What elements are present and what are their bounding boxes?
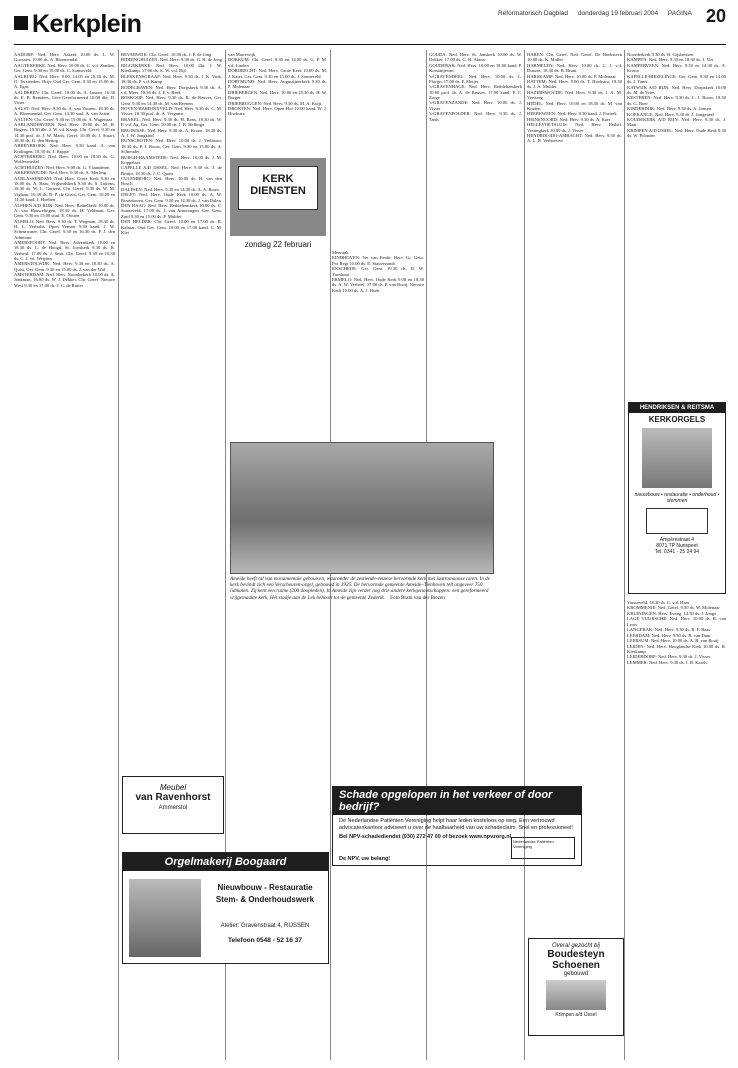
listing-entry: DEN HAAG: Ned. Herv. Bethlehemkerk 10.00 ds. C. Sonneveld, 17.00 ds. J. van Amerongen, Ger. Gem. Zuid 9.30 en 15.00 ds. P. Mulder <box>121 203 222 219</box>
listing-entry: van Marrewijk <box>228 52 256 57</box>
ad-line-3: Ammerstol <box>158 805 188 811</box>
listing-entry: KRIMPEN A/D IJSSEL: Ned. Herv. Oude Kerk 9.30 ds. W. Polinder <box>627 127 726 139</box>
listing-entry: DORDRECHT: Ned. Herv. Grote Kerk 10.00 ds. M. J. Kater, Ger. Gem. 9.30 en 15.00 ds. J. Sonneveld <box>228 68 327 79</box>
organ-image <box>642 428 712 488</box>
ad-line-3: Schoenen <box>552 960 600 971</box>
hendriksen-reitsma-ad[interactable] <box>628 402 726 594</box>
npv-logo: Nederlandse Patiënten Vereniging <box>511 837 575 859</box>
listing-column-5 <box>429 52 522 437</box>
listing-entry: KAMPERVEEN: Ned. Herv. 9.30 en 14.30 ds. A. Kroon <box>627 62 726 74</box>
listing-entry: HATTEM: Ned. Herv. 9.00 ds. T. Hoekstra, 18.30 ds. J. A. Mulder <box>527 79 622 90</box>
listing-entry: LEERDAM: Ned. Herv. 9.30 ds. B. van Dam <box>627 632 711 638</box>
listing-entry: HARMELEN: Ned. Herv. 10.00 ds. C. J. v.d. Dussen, 18.30 ds. B. Brunt <box>527 62 622 74</box>
ad-company-name: HENDRIKSEN & REITSMA <box>629 403 725 413</box>
issue-date: donderdag 19 februari 2004 <box>577 10 659 17</box>
listing-entry: AAGTEKERKE: Ned. Herv. 10.00 ds. C. v.d. Zanden, Ger. Gem. 9.30 en 19.00 ds. C. Sonneveld <box>14 62 115 74</box>
ameide-church-photo <box>230 442 494 574</box>
listing-entry: KRUININGEN: Herv. Evang. 14.30 ds. J. Jonge <box>627 610 717 616</box>
photo-image <box>231 443 493 573</box>
listing-entry: ABBENBROEK: Ned. Herv. 9.30 kand. A. van Kralingen, 18.30 ds. J. Koppe <box>14 143 115 154</box>
column-divider <box>524 50 525 1060</box>
listing-entry: AMERSFOORT: Ned. Herv. Adventkerk 10.00 en 18.30 ds. L. de Hoogd, St. Joriskerk 9.30 ds. B. Verheul, 17.00 ds. J. Smit, Chr. Geref. 9.30 en 16.30 ds. C. J. vd. Weijden <box>14 240 115 261</box>
listing-entry: Noorderkerk 9.30 ds. B. Gijsbertsen <box>627 52 694 57</box>
ad-line-4: gebouwd <box>563 971 589 977</box>
boogaard-ad[interactable] <box>122 852 329 964</box>
listing-entry: AMSTERDAM: Ned. Herv. Noorderkerk 10.00 ds. A. Jonkman, 16.00 ds. W. J. Dekker, Chr. Geref. Nieuwe West 9.30 en 17.00 ds. J. C. de Ruiter <box>14 272 115 288</box>
ravenhorst-ad[interactable] <box>122 776 224 834</box>
listing-entry: ENSCHEDE: Ger. Gem. 19.30 ds. D. W. Turnhout <box>332 266 424 277</box>
listing-entry: HEINENOORD: Ned. Herv. 9.30 ds. A. Kars <box>527 116 611 122</box>
listing-column-3 <box>228 52 327 156</box>
listing-entry: HELLEVOETSLUIS: Ned. Herv. Bethel. Vestingkerk 10.00 ds. J. Visser <box>527 122 622 133</box>
banner-text: De Nederlandse Patiënten Vereniging helpt haar leden kosteloos op weg. Een vertrouwd advocatenkantoor adviseert u over de haalbaarheid van uw schadeclaim. Snel en professioneel! <box>339 818 573 831</box>
listing-entry: DRIEBERGEN: Ned. Herv. 10.00 en 18.30 ds. H. W. Burger <box>228 89 327 101</box>
section-title: Kerkplein <box>14 10 141 39</box>
listing-entry: Varsseveld, 18.30 ds. C. v.d. Haas <box>627 600 690 605</box>
listing-entry: DELFT: Ned. Herv. Oude Kerk 10.00 ds. A. W. Rosenboom, Ger. Gem. 9.30 en 14.30 ds. J. van Dalen <box>121 192 222 203</box>
listing-entry: BLESKENSGRAAF: Ned. Herv. 9.30 ds. J. K. Vink, 18.30 ds. P. v.d. Kamp <box>121 73 222 85</box>
listing-entry: CULEMBORG: Ned. Herv. 10.00 ds. H. van den Bosch <box>121 176 222 187</box>
page-label: PAGINA <box>667 10 692 17</box>
listing-entry: BODEGRAVEN: Ned. Herv. Dorpskerk 9.30 ds. A. v.d. Meer, 18.30 ds. J. F. v. Beek <box>121 84 222 95</box>
listing-entry: LEIDERDORP: Ned. Herv. 9.30 ds. J. Visser <box>627 654 711 660</box>
listing-entry: KAMPEN: Ned. Herv. 9.30 en 18.30 ds. J. Vos <box>627 57 714 63</box>
listing-entry: AADORP: Ned. Herv. Aakerk 10.00 ds. L. W. Goossen, 19.00 ds. A. Bloemendal <box>14 52 115 63</box>
listing-column-6 <box>527 52 622 1042</box>
listing-entry: HAZERSWOUDE: Ned. Herv. 9.30 ds. J. A. M. Versteeg <box>527 89 622 101</box>
listing-entry: DORTMUND: Ned. Herv. Augustijnerkerk 9.30 ds. P. Molenaar <box>228 79 327 90</box>
ad-phone: Telefoon 0548 - 52 16 37 <box>228 937 302 944</box>
ad-line-2: Nieuwbouw - Restauratie <box>217 883 313 892</box>
listing-entry: CAPELLE A/D IJSSEL: Ned. Herv. 9.30 ds. T. de Bruijn, 18.30 ds. J. C. Quast <box>121 165 222 176</box>
listing-entry: ACHTHUIZEN: Ned. Herv. 9.00 ds. G. Vlaanderen <box>14 164 110 170</box>
listing-entry: LEERSUM: Ned. Herv. 10.00 ds. A. B. van Rooij <box>627 638 719 644</box>
boudesteyn-ad[interactable] <box>528 938 624 1036</box>
banner-contact: Bel NPV-schadediendst (030) 272 47 00 of bezoek www.npvzorg.nl <box>339 834 512 840</box>
kerkdiensten-photo <box>230 158 326 258</box>
listing-entry: BURGH-HAAMSTEDE: Ned. Herv. 10.00 ds. J. M. Koppelaar <box>121 154 222 165</box>
listing-entry: GOUDA: Ned. Herv. St. Janskerk 10.00 ds. W. Dekker, 17.00 ds. G. H. Abma <box>429 52 522 63</box>
listing-column-7 <box>627 52 726 396</box>
listing-entry: KINDERDIJK: Ned. Herv. 9.30 ds. A. Jansen <box>627 106 712 112</box>
listing-entry: KOUDEKERK A/D RIJN: Ned. Herv. 9.30 ds. J. Maat <box>627 117 726 128</box>
ad-address: Ampèrestraat 4 <box>659 537 695 543</box>
column-divider <box>624 50 625 1060</box>
listing-entry: LEIDEN: Ned. Herv. Hooglandse Kerk 10.00 ds. R. Kieskamp <box>627 643 726 654</box>
ad-subtitle: KERKORGELS <box>648 415 706 424</box>
listing-entry: ALPHEN A/D RIJN: Ned. Herv. Bethelkerk 10.00 ds. A. van Houwelingen, 18.30 ds. H. Veldman, Ger. Gem. 9.30 en 15.00 stud. E. Oosten <box>14 202 115 219</box>
listing-entry: AALST: Ned. Herv. 9.30 ds. A. van Vuuren, 18.30 ds. A. Bloemendal, Ger. Gem. 14.30 stud. A. van Asten <box>14 105 115 117</box>
listing-entry: BUNSCHOTEN: Ned. Herv. 10.00 ds. J. Verboom, 18.30 ds. P. J. Bouw, Ger. Gem. 9.30 en 15.00 ds. A. Schreuder <box>121 138 222 155</box>
service-date-heading: zondag 22 februari <box>244 240 312 249</box>
listing-entry: BRAKEL: Ned. Herv. 9.30 ds. H. Rans, 18.30 ds. W. P. v.d. Ag, Ger. Gem. 10.00 ds. J. B. Hellinga <box>121 116 222 128</box>
listing-entry: AALTEN: Chr. Geref. 9.30 en 15.00 ds. A. Wagenaar <box>14 116 113 122</box>
listing-entry: 's-GRAVENDEEL: Ned. Herv. 10.00 ds. L. Florijn, 17.00 ds. F. Meijer <box>429 73 522 84</box>
listing-entry: KOEKANGE: Ned. Herv. 9.30 ds. J. Jongeneel <box>627 111 715 117</box>
ad-line-2: van Ravenhorst <box>135 792 211 803</box>
kerkdiensten-label: KERK DIENSTEN <box>238 166 318 210</box>
listing-entry: KESTEREN: Ned. Herv. 9.30 ds. L. J. Bouw, 18.30 ds. G. Boer <box>627 95 726 106</box>
listing-entry: 's-GRAVENHAGE: Ned. Herv. Bethlehemkerk 10.00 prof. dr. A. de Reuver, 17.00 kand. P. C. Zorge <box>429 84 522 100</box>
photo-credit: Foto Bram van der Biezen <box>390 594 445 601</box>
listing-entry: BRUINISSE: Ned. Herv. 9.30 ds. A. Kroon, 18.30 ds. A. J. W. Jongkind <box>121 127 222 138</box>
listing-entry: AARLANDERVEEN: Ned. Herv. 10.00 ds. M. H. Bogers, 18.30 dhr. J. W. vd. Kamp, Chr. Geref. 9.30 en 14.30 prof. dr. J. W. Maris, Geref. 10.00 ds. J. Stuart, 18.30 ds. G. den Hertog <box>14 121 115 143</box>
ad-phone: Tel. 0341 - 25 24 94 <box>654 549 700 555</box>
shoe-image <box>546 980 606 1010</box>
newspaper-name: Reformatorisch Dagblad <box>497 10 569 17</box>
ad-services: nieuwbouw • restauratie • onderhoud • stemmen <box>634 492 720 504</box>
listing-entry: AALDEREN: Chr. Geref. 10.00 ds. A. Jansen, 16.30 ds. E. B. Reinders, Gere Gereformeerd 10.00 dhr. D. Vines <box>14 89 115 106</box>
listing-entry: AMERSTOLWIJK: Ned. Herv. 9.30 en 18.30 ds. A. Quist, Ger. Gem. 9.30 en 15.00 ds. J. van der Wal <box>14 261 115 272</box>
listing-entry: KAPELLE-BIEZELINGE: Ger. Gem. 9.30 en 14.00 ds. J. Tanis <box>627 73 726 85</box>
ad-postcode: 8071 TP Nunspeet <box>656 543 698 549</box>
header-meta <box>490 10 692 17</box>
listing-entry: ALBLASSERDAM: Ned. Herv. Grote Kerk 9.30 en 18.00 ds. A. Baas, Vrijheidskerk 9.30 ds. S. Lukens, 18.30 ds. W. L. Gortzen, Chr. Geref. 9.30 ds. W. M. Viglaan, 16.30 ds. B. P. de Groot, Ger. Gem. 10.00 en 14.30 kand. J. Hoeben <box>14 175 115 203</box>
listing-column-4 <box>332 250 424 440</box>
listing-entry: ALMELO: Ned. Herv. 9.30 ds. T. Wegman, 18.30 ds. H. L. Verhulst, Open Venster 9.30 kand. J. W. Scheurwater, Chr. Geref. 9.30 en 16.30 ds. P. J. den Admirant <box>14 218 115 240</box>
listing-entry: LAGE VUURSCHE: Ned. Herv. 10.00 ds. R. van Loon <box>627 616 726 627</box>
listing-entry: DOKKUM: Chr. Geref. 9.30 en 14.00 ds. G. P. M. v.d. Linden <box>228 57 327 68</box>
caption-text: Ameide heeft tal van monumentale gebouwen, waaronder de zestiende-eeuwse hervormde kerk met laatromaanse toren. In de kerk bevindt zich een Verscheuren-orgel, gebouwd in 1935. De hervormde gemeente Ameide–Tienhoven telt ongeveer 750 lidmaten. Zij kent een ruime (200 doopleden). In Ameide zijn verder nog drie andere kerkgenootschappen: een gereformeerd vrijgemaakte kerk, Hét stadje aan de Lek behoort tot de gemeente Zederik. <box>230 576 491 601</box>
listing-column-1 <box>14 52 115 1060</box>
listing-column-7-lower <box>627 600 726 1060</box>
page-number: 20 <box>705 6 726 26</box>
listing-entry: DRIEBRUGGEN: Ned. Herv. 9.30 ds. M. A. Kuijt <box>228 100 322 106</box>
banner-footer: De NPV, uw belang! <box>339 856 391 862</box>
header-rule <box>14 44 726 45</box>
ad-line-5: Krimpen a/d IJssel <box>555 1012 597 1018</box>
listing-entry: DALFSEN: Ned. Herv. 9.30 en 14.30 ds. A. A. Bouw <box>121 186 220 192</box>
banner-title: Schade opgelopen in het verkeer of door bedrijf? <box>333 787 581 815</box>
column-divider <box>118 50 119 1060</box>
listing-entry: DRONTEN: Ned. Herv. Open Hof 10.00 kand. W. J. Hoekstra <box>228 106 327 117</box>
listing-entry: EINDHOVEN: Ver van Eerde: Herv. Gr. Gelo. Pro Regi 10.00 ds. E. Stauvezandt <box>332 255 424 266</box>
photo-caption <box>230 576 492 601</box>
page-header <box>14 6 726 42</box>
ad-logo <box>646 508 708 534</box>
ad-line-2: Boudesteyn <box>547 949 605 960</box>
listing-entry: KROMMENIE: Ned. Geref. 9.30 ds. W. Molenaar <box>627 605 720 611</box>
listing-entry: AKKERWOUDE: Ned. Herv. 9.30 ds. A. Merling <box>14 170 106 176</box>
ad-line-1: Meubel <box>159 783 187 792</box>
listing-entry: ERMELO: Ned. Herv. Oude Kerk 9.00 en 18.30 ds. A. W. Verhoef, 17.00 ds. P. van Rooij, Nieuwe Kerk 10.00 ds. A. J. Hoek <box>332 277 424 293</box>
listing-entry: Mennink <box>332 250 349 255</box>
listing-entry: 's-GRAVENZANDE: Ned. Herv. 10.00 ds. J. Visser <box>429 100 522 111</box>
npv-schade-banner[interactable] <box>332 786 582 866</box>
listing-entry: 's-GRAVENPOLDER: Ned. Herv. 9.30 ds. J. Tanis <box>429 111 522 122</box>
listing-column-2 <box>121 52 222 772</box>
ad-address: Atelier: Gravenstraat 4, RIJSSEN <box>220 923 310 929</box>
listing-entry: ACHTERBERG: Ned. Herv. 10.00 en 18.30 ds. G. Wolleswinkel <box>14 154 115 165</box>
listing-entry: LANGERAK: Ned. Herv. 9.30 ds. R. F. Baas <box>627 627 711 633</box>
ad-line-3: Stem- & Onderhoudswerk <box>215 895 315 904</box>
listing-entry: HENDRIK-IDO-AMBACHT: Ned. Herv. 9.30 ds. A. L. B. Verhoeven <box>527 133 622 144</box>
listing-entry: LEMMER: Ned. Herv. 9.30 ds. J. B. Karels <box>627 659 708 665</box>
listing-entry: AALBURG: Ned. Herv. 9.00, 14.05 en 18.30 ds. M. O. Tersteeden. Hrijv Oud Ger. Gem. 9.30 en 15.00 ds. A. Egas <box>14 73 115 90</box>
listing-entry: HEEREWEEN: Ned. Herv. 9.30 kand. J. Fortrek <box>527 111 617 117</box>
listing-entry: GOUDERAK: Ned. Herv. 10.00 en 18.00 kand. P. Korstanjevan <box>429 62 522 74</box>
organ-image <box>129 879 201 957</box>
listing-entry: BEVERWIJK: Chr. Geref. 10.00 ds. J. P. de Jong <box>121 52 212 57</box>
listing-entry: BIDDINGHUIZEN: Ned. Herv. 9.30 ds. G. H. de Jong <box>121 57 222 63</box>
listing-entry: DEN HELDER: Chr. Geref. 10.00 en 17.00 ds. R. Kalmar, Oud Ger. Gem. 10.00 en 17.00 kand. C. M. Klei <box>121 219 222 235</box>
listing-entry: HAREN: Chr. Geref. Ned. Geref. De Hoeksteen 10.00 ds. K. Muller <box>527 52 622 63</box>
listing-entry: BOSKOOP: Ned. Herv. 9.30 ds. R. de Reuver, Ger. Gem. 9.30 en 14.30 ds. M. van Reenen <box>121 95 222 106</box>
listing-entry: HARSKAMP: Ned. Herv. 10.00 ds. P. Molenaar <box>527 73 616 79</box>
ad-title: Orgelmakerij Boogaard <box>123 853 328 871</box>
listing-entry: BIGGEKERKE: Ned. Herv. 10.00 dhr. J. W. Kieskamp, 17.00 ds. A. W. v.d. Bijl <box>121 62 222 74</box>
masthead-square-icon <box>14 16 28 30</box>
listing-entry: KATWIJK A/D RIJN: Ned. Herv. Dorpskerk 10.00 ds. M. de Vries <box>627 84 726 95</box>
listing-entry: HEDEL: Ned. Herv. 10.00 en 18.30 ds. M. van Kooten <box>527 100 622 111</box>
ad-line-1: Overal gezocht bij <box>551 943 601 949</box>
listing-entry: BOVEN-HARDINXVELD: Ned. Herv. 9.30 ds. C. M. Visser, 18.30 prof. dr. A. Vergunst <box>121 106 222 117</box>
